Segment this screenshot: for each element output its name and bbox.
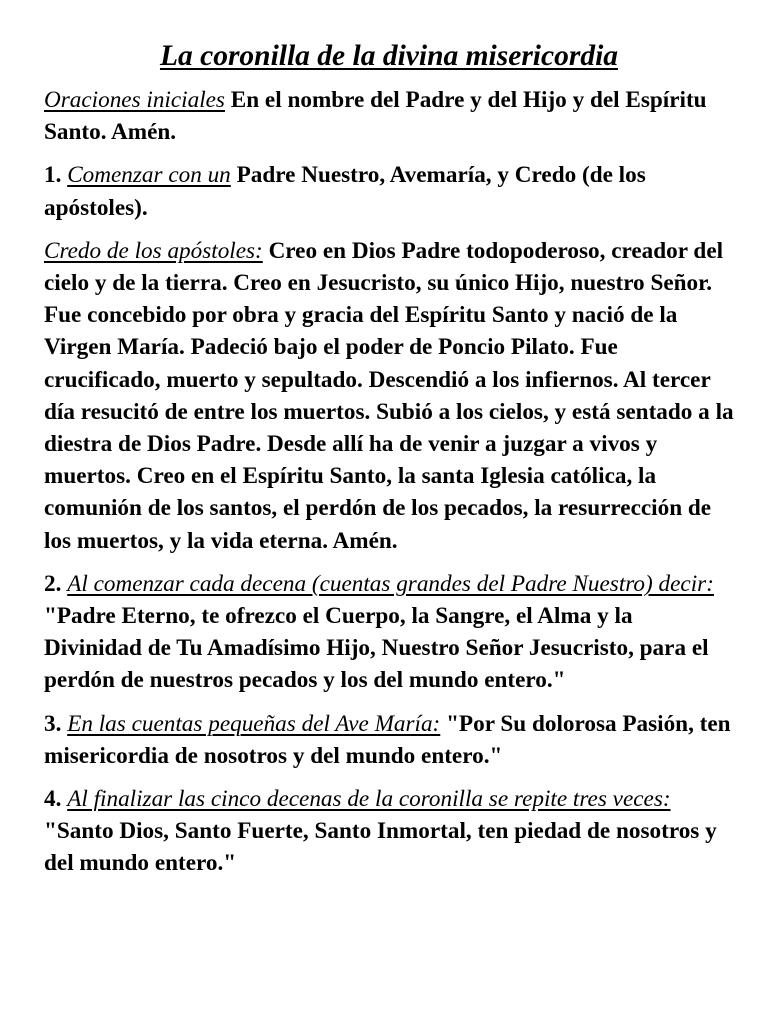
paragraph-number: 4.	[44, 786, 62, 813]
paragraph-step-2	[44, 568, 734, 697]
paragraph-text: "Santo Dios, Santo Fuerte, Santo Inmortal, ten piedad de nosotros y del mundo entero."	[44, 818, 717, 877]
paragraph-lead: Comenzar con un	[67, 162, 231, 189]
page-title: La coronilla de la divina misericordia	[159, 40, 619, 72]
paragraph-lead: Al comenzar cada decena (cuentas grandes del Padre Nuestro) decir:	[67, 570, 714, 597]
paragraph-number: 2.	[44, 570, 62, 597]
paragraph-step-1	[44, 159, 734, 223]
document-page	[44, 36, 734, 891]
paragraph-step-3	[44, 708, 734, 772]
paragraph-text: "Por Su dolorosa Pasión, ten misericordia de nosotros y del mundo entero."	[44, 710, 731, 769]
paragraph-text: En el nombre del Padre y del Hijo y del Espíritu Santo. Amén.	[44, 87, 707, 146]
paragraph-text: "Padre Eterno, te ofrezco el Cuerpo, la Sangre, el Alma y la Divinidad de Tu Amadísimo Hijo, Nuestro Señor Jesucristo, para el perdón de nuestros pecados y los del mundo entero."	[44, 603, 709, 694]
paragraph-text: Padre Nuestro, Avemaría, y Credo (de los apóstoles).	[44, 162, 646, 221]
paragraph-text: Creo en Dios Padre todopoderoso, creador del cielo y de la tierra. Creo en Jesucristo, su único Hijo, nuestro Señor. Fue concebido por obra y gracia del Espíritu Santo y nació de la Virgen María. Padeció bajo el poder de Poncio Pilato. Fue crucificado, muerto y sepultado. Descendió a los infiernos. Al tercer día resucitó de entre los muertos. Subió a los cielos, y está sentado a la diestra de Dios Padre. Desde allí ha de venir a juzgar a vivos y muertos. Creo en el Espíritu Santo, la santa Iglesia católica, la comunión de los santos, el perdón de los pecados, la resurrección de los muertos, y la vida eterna. Amén.	[44, 237, 734, 554]
paragraph-credo	[44, 235, 734, 557]
paragraph-lead: Al finalizar las cinco decenas de la coronilla se repite tres veces:	[67, 786, 671, 813]
paragraph-number: 3.	[44, 710, 62, 737]
paragraph-lead: Credo de los apóstoles:	[44, 237, 263, 264]
paragraph-oraciones-iniciales	[44, 84, 734, 148]
paragraph-lead: Oraciones iniciales	[44, 87, 225, 113]
paragraph-number: 1.	[44, 162, 62, 189]
paragraph-lead: En las cuentas pequeñas del Ave María:	[67, 710, 441, 737]
paragraph-step-4	[44, 783, 734, 880]
